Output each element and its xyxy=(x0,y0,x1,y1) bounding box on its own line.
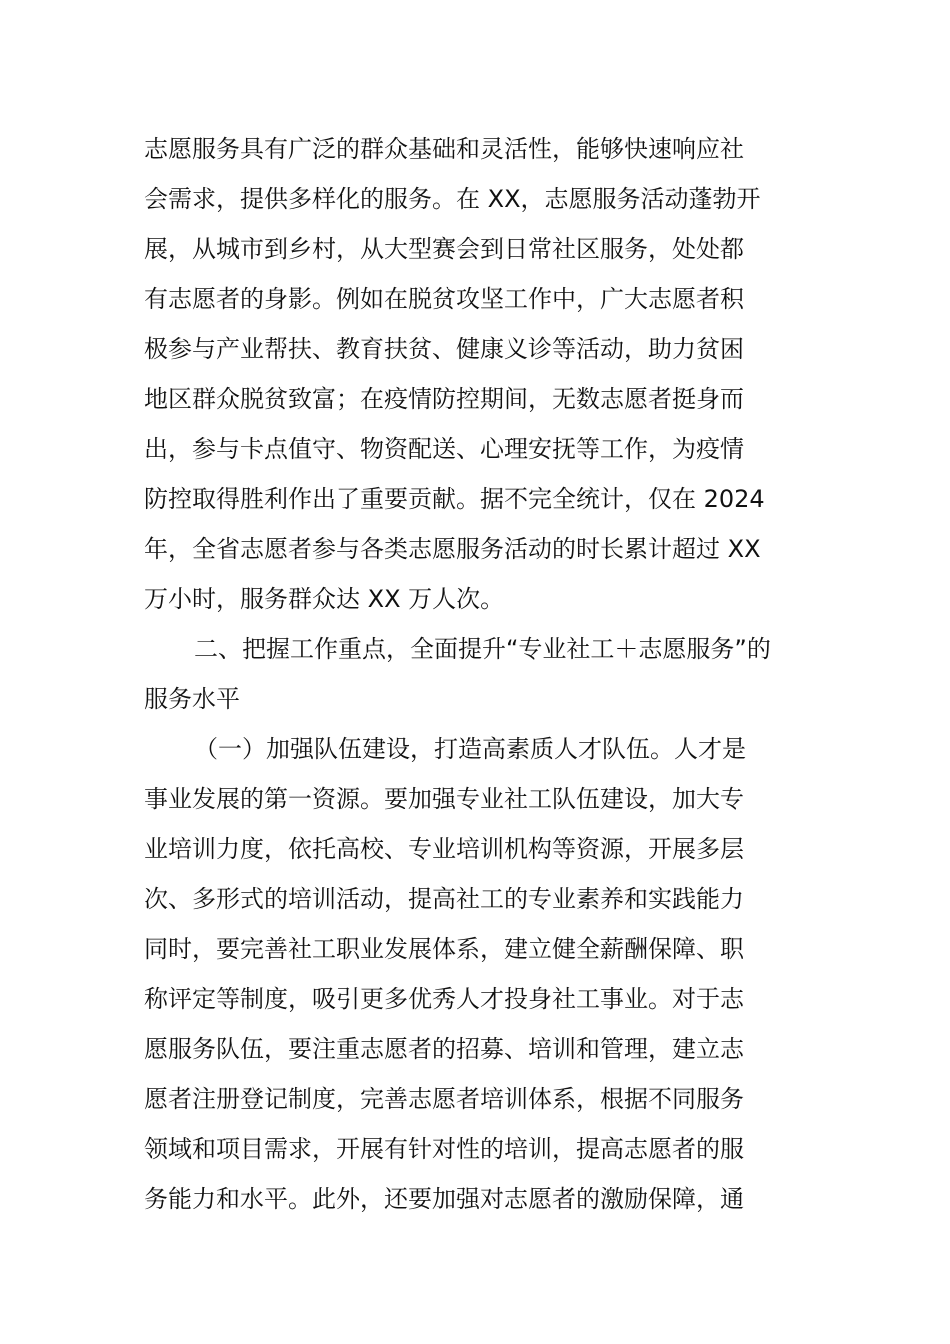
paragraph-line: 防控取得胜利作出了重要贡献。据不完全统计，仅在 2024 xyxy=(144,485,765,513)
paragraph-line: （一）加强队伍建设，打造高素质人才队伍。人才是 xyxy=(194,735,746,763)
paragraph-line: 务能力和水平。此外，还要加强对志愿者的激励保障，通 xyxy=(144,1185,744,1213)
paragraph-line: 极参与产业帮扶、教育扶贫、健康义诊等活动，助力贫困 xyxy=(144,335,744,363)
paragraph-line: 愿者注册登记制度，完善志愿者培训体系，根据不同服务 xyxy=(144,1085,744,1113)
paragraph-line: 年，全省志愿者参与各类志愿服务活动的时长累计超过 XX xyxy=(144,535,761,563)
paragraph-line: 业培训力度，依托高校、专业培训机构等资源，开展多层 xyxy=(144,835,744,863)
paragraph-line: 次、多形式的培训活动，提高社工的专业素养和实践能力 xyxy=(144,885,744,913)
paragraph-line: 事业发展的第一资源。要加强专业社工队伍建设，加大专 xyxy=(144,785,744,813)
paragraph-line: 领域和项目需求，开展有针对性的培训，提高志愿者的服 xyxy=(144,1135,744,1163)
paragraph-line: 有志愿者的身影。例如在脱贫攻坚工作中，广大志愿者积 xyxy=(144,285,744,313)
section-heading-line: 服务水平 xyxy=(144,685,240,713)
paragraph-line: 会需求，提供多样化的服务。在 XX，志愿服务活动蓬勃开 xyxy=(144,185,761,213)
paragraph-line: 出，参与卡点值守、物资配送、心理安抚等工作，为疫情 xyxy=(144,435,744,463)
paragraph-line: 同时，要完善社工职业发展体系，建立健全薪酬保障、职 xyxy=(144,935,744,963)
paragraph-line: 展，从城市到乡村，从大型赛会到日常社区服务，处处都 xyxy=(144,235,744,263)
paragraph-line: 志愿服务具有广泛的群众基础和灵活性，能够快速响应社 xyxy=(144,135,744,163)
paragraph-line: 称评定等制度，吸引更多优秀人才投身社工事业。对于志 xyxy=(144,985,744,1013)
paragraph-line: 地区群众脱贫致富；在疫情防控期间，无数志愿者挺身而 xyxy=(144,385,744,413)
paragraph-line: 愿服务队伍，要注重志愿者的招募、培训和管理，建立志 xyxy=(144,1035,744,1063)
section-heading-line: 二、把握工作重点，全面提升“专业社工＋志愿服务”的 xyxy=(194,635,771,663)
paragraph-line: 万小时，服务群众达 XX 万人次。 xyxy=(144,585,505,613)
